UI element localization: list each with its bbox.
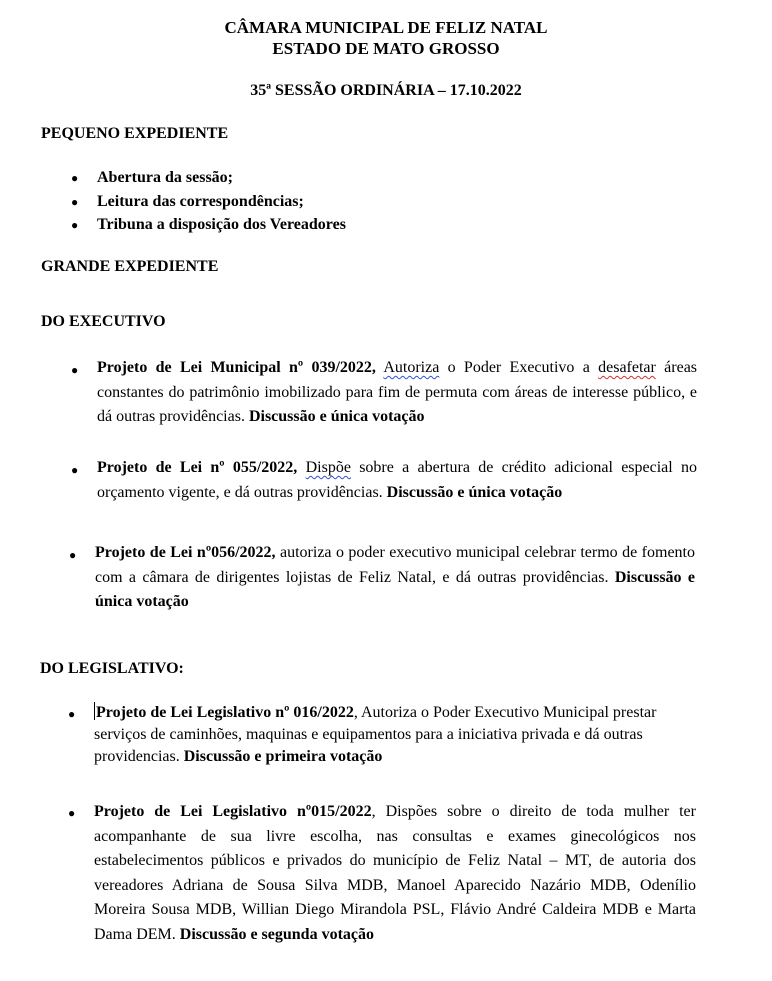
executivo-item bbox=[97, 356, 697, 430]
pequeno-item: Leitura das correspondências; bbox=[97, 193, 304, 210]
bullet-icon: ● bbox=[71, 218, 79, 232]
vote-status: Discussão e primeira votação bbox=[183, 748, 383, 765]
pequeno-item: Abertura da sessão; bbox=[97, 169, 233, 186]
chamber-title: CÂMARA MUNICIPAL DE FELIZ NATAL bbox=[224, 18, 548, 37]
spell-flagged-word: Autoriza bbox=[383, 359, 440, 376]
spell-flagged-word: desafetar bbox=[598, 359, 656, 376]
project-name: Projeto de Lei Legislativo nº015/2022 bbox=[94, 803, 372, 820]
project-text: o Poder Executivo a bbox=[439, 359, 599, 376]
project-name: Projeto de Lei Municipal nº 039/2022, bbox=[97, 359, 376, 376]
vote-status: Discussão e única votação bbox=[95, 568, 696, 610]
bullet-icon: ● bbox=[71, 463, 79, 477]
legislativo-item bbox=[94, 702, 694, 768]
bullet-icon: ● bbox=[71, 363, 79, 377]
vote-status: Discussão e única votação bbox=[248, 408, 425, 425]
bullet-icon: ● bbox=[71, 195, 79, 209]
state-title: ESTADO DE MATO GROSSO bbox=[272, 39, 500, 58]
session-title: 35ª SESSÃO ORDINÁRIA – 17.10.2022 bbox=[250, 82, 522, 99]
vote-status: Discussão e única votação bbox=[386, 483, 563, 501]
executivo-item bbox=[95, 541, 695, 615]
pequeno-item: Tribuna a disposição dos Vereadores bbox=[97, 216, 346, 233]
project-name: Projeto de Lei nº 055/2022, bbox=[97, 459, 298, 476]
executivo-heading: DO EXECUTIVO bbox=[41, 313, 166, 330]
spell-flagged-word: Dispõe bbox=[305, 459, 351, 476]
bullet-icon: ● bbox=[69, 548, 77, 562]
legislativo-heading: DO LEGISLATIVO: bbox=[40, 660, 184, 677]
bullet-icon: ● bbox=[71, 171, 79, 185]
vote-status: Discussão e segunda votação bbox=[179, 925, 374, 943]
grande-expediente-heading: GRANDE EXPEDIENTE bbox=[41, 258, 219, 275]
legislativo-item bbox=[94, 800, 696, 947]
project-text: autoriza o poder executivo municipal celebrar termo de fomento com a câmara de dirigentes lojistas de Feliz Natal, e dá outras providências. bbox=[95, 544, 695, 586]
project-name: Projeto de Lei Legislativo nº 016/2022 bbox=[96, 704, 354, 721]
project-text: sobre a abertura de crédito adicional especial no orçamento vigente, e dá outras providências. bbox=[97, 459, 698, 501]
bullet-icon: ● bbox=[68, 806, 76, 820]
pequeno-expediente-heading: PEQUENO EXPEDIENTE bbox=[41, 125, 229, 142]
project-name: Projeto de Lei nº056/2022, bbox=[95, 544, 276, 561]
executivo-item bbox=[97, 456, 697, 505]
project-text: , Autoriza o Poder Executivo Municipal prestar serviços de caminhões, maquinas e equipamentos para a iniciativa privada e dá outras providencias. bbox=[94, 704, 657, 765]
text-cursor bbox=[94, 702, 95, 720]
project-text: , Dispões sobre o direito de toda mulher ter acompanhante de sua livre escolha, nas consultas e exames ginecológicos nos estabelecimentos públicos e privados do município de Feliz Natal – MT, de autoria dos vereadores Adriana de Sousa Silva MDB, Manoel Aparecido Nazário MDB, Odenílio Moreira Sousa MDB, Willian Diego Mirandola PSL, Flávio André Caldeira MDB e Marta Dama DEM. bbox=[94, 803, 696, 943]
bullet-icon: ● bbox=[68, 707, 76, 721]
project-text: áreas constantes do patrimônio imobilizado para fim de permuta com áreas de interesse público, e dá outras providências. bbox=[97, 359, 698, 425]
